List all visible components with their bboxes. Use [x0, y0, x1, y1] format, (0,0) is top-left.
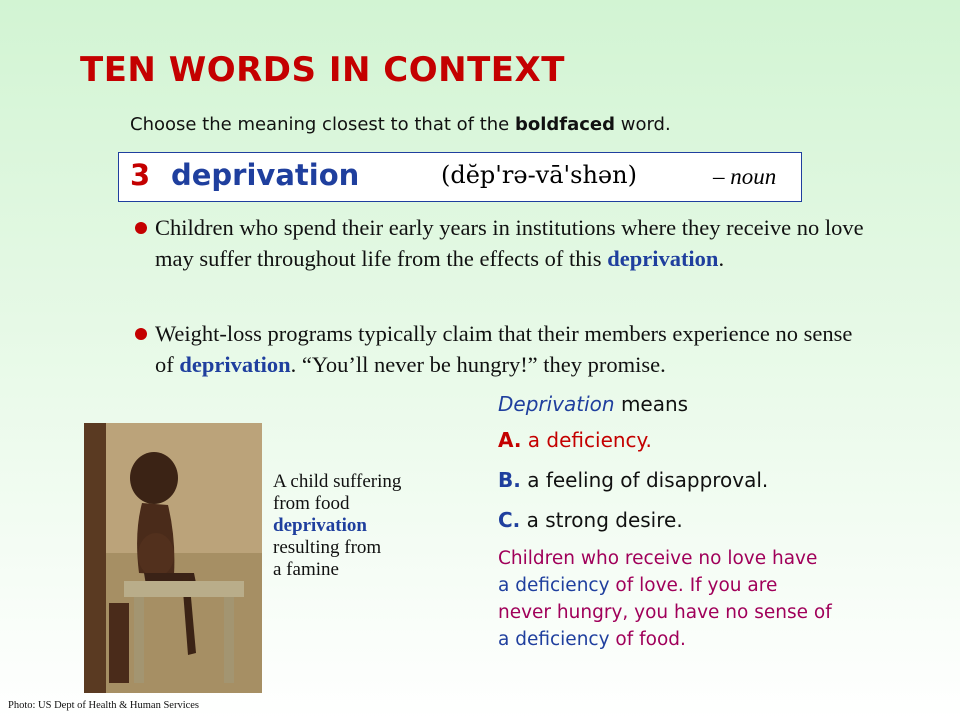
explanation-fragment: never hungry, you have no sense of	[498, 602, 832, 623]
bullet-dot-icon	[135, 222, 147, 234]
explanation-line	[498, 572, 918, 599]
explanation-line	[498, 545, 918, 572]
sentence-keyword: deprivation	[179, 352, 291, 377]
sentence-keyword: deprivation	[607, 246, 719, 271]
caption-line: A child suffering	[273, 471, 402, 492]
explanation-fragment: a deficiency	[498, 575, 610, 596]
option-text: a strong desire.	[520, 508, 683, 532]
instruction-suffix: word.	[615, 114, 671, 135]
vocab-word-box	[118, 152, 802, 202]
sentence-end: . “You’ll never be hungry!” they promise.	[290, 352, 666, 377]
example-sentence-1	[155, 212, 865, 274]
explanation-line	[498, 626, 918, 653]
question-word: Deprivation	[498, 392, 615, 416]
part-of-speech: – noun	[713, 164, 777, 189]
pronunciation: (dĕp'rə-vā'shən)	[441, 161, 637, 189]
option-letter: B.	[498, 468, 521, 492]
question-means: means	[614, 392, 689, 416]
answer-explanation	[498, 545, 918, 653]
example-sentence-2	[155, 318, 855, 380]
photo-credit: Photo: US Dept of Health & Human Services	[8, 700, 200, 711]
caption-line: resulting from	[273, 537, 382, 558]
answer-option-a[interactable]	[498, 428, 652, 452]
word-number: 3	[130, 158, 151, 192]
bullet-dot-icon	[135, 328, 147, 340]
explanation-fragment: of love. If you are	[609, 575, 778, 596]
instruction-text	[130, 114, 671, 135]
famine-child-photo	[84, 423, 262, 693]
answer-option-b[interactable]	[498, 468, 768, 492]
sentence-text: Children who spend their early years in institutions where they receive no love may suffer throughout life from the effects of this	[155, 215, 864, 271]
explanation-fragment: Children who receive no love have	[498, 548, 818, 569]
vocab-word: deprivation	[171, 158, 360, 192]
caption-line: from food	[273, 493, 350, 514]
photo-illustration	[84, 423, 262, 693]
explanation-line	[498, 599, 918, 626]
photo-caption	[273, 471, 453, 581]
slide-title: TEN WORDS IN CONTEXT	[80, 50, 565, 90]
sentence-text: Weight-loss programs typically claim that their members experience no sense of	[155, 321, 853, 377]
explanation-fragment: a deficiency	[498, 629, 610, 650]
explanation-fragment: of food.	[609, 629, 686, 650]
option-letter: C.	[498, 508, 521, 532]
option-letter: A.	[498, 428, 522, 452]
answer-option-c[interactable]	[498, 508, 683, 532]
caption-line: a famine	[273, 559, 339, 580]
instruction-bold: boldfaced	[514, 114, 616, 135]
question-prompt	[498, 392, 688, 416]
option-text: a deficiency.	[521, 428, 652, 452]
instruction-prefix: Choose the meaning closest to that of the	[130, 114, 515, 135]
caption-keyword: deprivation	[273, 515, 367, 536]
sentence-end: .	[718, 246, 725, 271]
option-text: a feeling of disapproval.	[520, 468, 769, 492]
